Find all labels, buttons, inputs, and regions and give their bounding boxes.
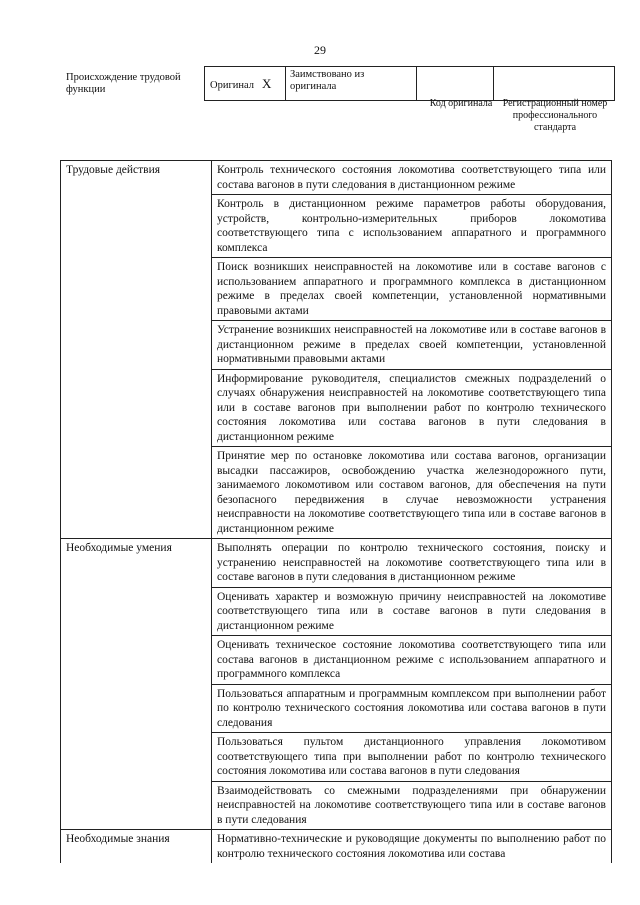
code-cell (417, 67, 494, 101)
function-table (60, 160, 612, 863)
page-number: 29 (314, 43, 326, 57)
section-heading: Необходимые умения (61, 539, 212, 830)
section-item: Контроль в дистанционном режиме параметров работы оборудования, устройств, контрольно-измерительных приборов локомотива соответствующего типа с использованием аппаратного и программного комплекса (212, 195, 612, 258)
section-item: Устранение возникших неисправностей на локомотиве или в составе вагонов в дистанционном режиме в пределах своей компетенции, установленной нормативными правовыми актами (212, 321, 612, 370)
section-item: Пользоваться аппаратным и программным комплексом при выполнении работ по контролю технического состояния локомотива или состава вагонов в пути следования (212, 684, 612, 733)
origin-table (204, 66, 615, 101)
table-row (61, 539, 612, 588)
section-item: Контроль технического состояния локомотива соответствующего типа или состава вагонов в пути следования в дистанционном режиме (212, 161, 612, 195)
section-item: Нормативно-технические и руководящие документы по выполнению работ по контролю технического состояния локомотива или состава (212, 830, 612, 864)
section-item: Принятие мер по остановке локомотива или состава вагонов, организации высадки пассажиров, освобождению участка железнодорожного пути, занимаемого локомотивом или составом вагонов, для обеспечения на пути безопасного передвижения в случае невозможности устранения неисправности на локомотиве соответствующего типа или в составе вагонов в дистанционном режиме (212, 447, 612, 539)
table-row (61, 161, 612, 195)
original-label: Оригинал (210, 79, 254, 91)
section-item: Оценивать техническое состояние локомотива соответствующего типа или состава вагонов в дистанционном режиме с использованием аппаратного и программного комплекса (212, 636, 612, 685)
section-heading: Трудовые действия (61, 161, 212, 539)
section-item: Пользоваться пультом дистанционного управления локомотивом соответствующего типа при выполнении работ по контролю технического состояния локомотива или состава вагонов в пути следования (212, 733, 612, 782)
original-cell (205, 67, 286, 101)
code-label: Код оригинала (429, 98, 493, 109)
section-item: Выполнять операции по контролю технического состояния, поиску и устранению неисправностей на локомотиве соответствующего типа или в составе вагонов в пути следования в дистанционном режиме (212, 539, 612, 588)
borrowed-label: Заимствовано из оригинала (286, 67, 417, 101)
reg-number-label: Регистрационный номер профессионального стандарта (502, 98, 608, 133)
original-mark: X (262, 75, 272, 91)
reg-number-cell (494, 67, 615, 101)
section-item: Оценивать характер и возможную причину неисправностей на локомотиве соответствующего типа или в составе вагонов в пути следования в дистанционном режиме (212, 587, 612, 636)
section-item: Информирование руководителя, специалистов смежных подразделений о случаях обнаружения неисправностей на локомотиве соответствующего типа или в составе вагонов при выполнении работ по контролю технического состояния локомотива или состава вагонов в пути следования в дистанционном режиме (212, 369, 612, 447)
section-item: Взаимодействовать со смежными подразделениями при обнаружении неисправностей на локомотиве соответствующего типа или в составе вагонов в пути следования (212, 781, 612, 830)
origin-label: Происхождение трудовой функции (66, 72, 181, 95)
table-row (61, 830, 612, 864)
section-heading: Необходимые знания (61, 830, 212, 864)
section-item: Поиск возникших неисправностей на локомотиве или в составе вагонов с использованием аппаратного и программного комплекса в дистанционном режиме в пределах своей компетенции, установленной нормативными правовыми актами (212, 258, 612, 321)
